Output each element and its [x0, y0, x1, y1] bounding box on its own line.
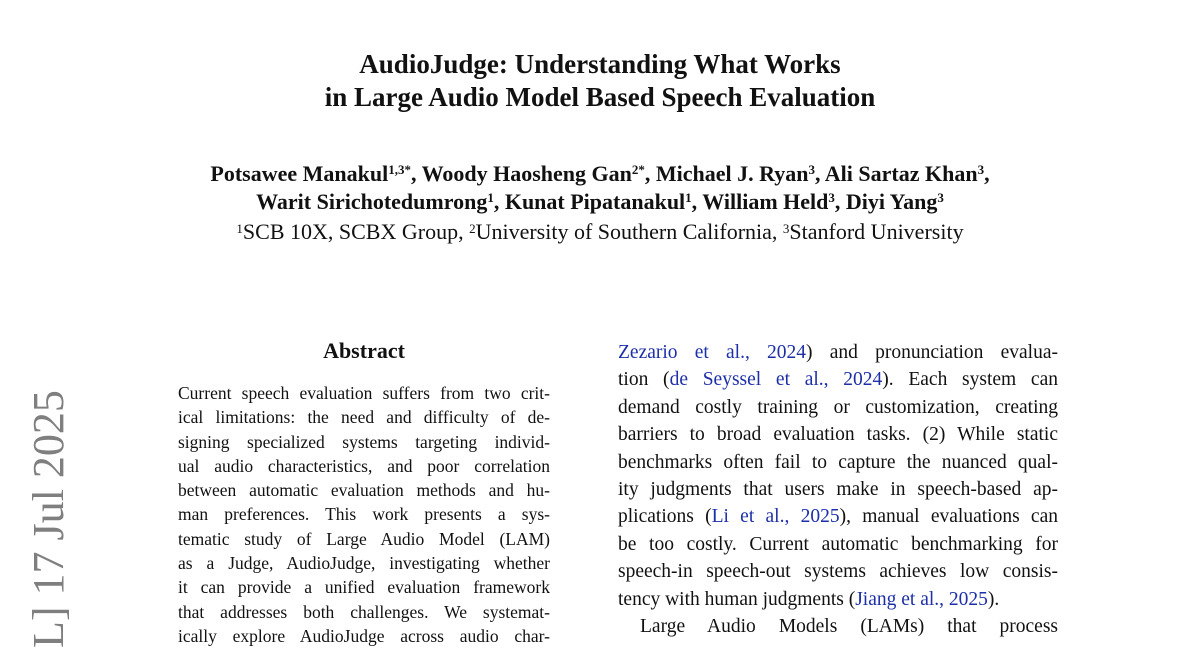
body-text: plications ( [618, 506, 712, 528]
abstract-line: tematic study of Large Audio Model (LAM) [178, 528, 550, 549]
affil-name: SCB 10X, SCBX Group [242, 219, 459, 244]
author-list [0, 160, 1200, 216]
affil-sup: 3 [782, 221, 790, 236]
body-text: ). Each system can [882, 369, 1058, 391]
body-line: Large Audio Models (LAMs) that process [640, 615, 1058, 637]
abstract-line: Current speech evaluation suffers from two crit- [178, 383, 550, 403]
abstract-line: signing specialized systems targeting individ- [178, 431, 550, 452]
body-line: benchmarks often fail to capture the nuanced qual- [618, 451, 1058, 473]
author-affil-sup: 1 [685, 190, 692, 205]
body-text: tency with human judgments ( [618, 588, 856, 610]
citation-link[interactable]: 2024 [767, 342, 807, 363]
author-name: Woody Haosheng Gan [421, 161, 632, 186]
abstract-body [178, 381, 550, 648]
citation-link[interactable]: 2024 [843, 369, 883, 391]
body-line: ity judgments that users make in speech-based ap- [618, 478, 1058, 500]
citation-link[interactable]: de Seyssel et al., [669, 369, 829, 391]
affil-name: Stanford University [789, 219, 964, 244]
author-line-2: Warit Sirichotedumrong$^1$, Kunat Pipatanakul$^1$, William Held$^3$, Diyi Yang$^3$ [256, 189, 944, 214]
body-line [618, 503, 1058, 530]
paper-title-line-1: AudioJudge: Understanding What Works [359, 49, 841, 79]
body-line: demand costly training or customization, creating [618, 396, 1058, 418]
citation-link[interactable]: Jiang et al., 2025 [855, 588, 988, 610]
abstract-line: between automatic evaluation methods and hu- [178, 480, 550, 501]
body-line: be too costly. Current automatic benchmarking for [618, 533, 1058, 555]
body-line [618, 366, 1058, 393]
body-text-right-column [618, 339, 1058, 640]
author-name: Ali Sartaz Khan [824, 161, 978, 186]
body-text: ), manual evaluations can [839, 506, 1058, 528]
paper-title-line-2: in Large Audio Model Based Speech Evaluation [324, 82, 876, 112]
author-affil-sup: 2* [631, 162, 645, 177]
abstract-line: that addresses both challenges. We systemat- [178, 601, 550, 622]
citation-link[interactable]: Zezario et al., [618, 342, 750, 363]
body-text: ). [987, 588, 1000, 610]
author-name: Michael J. Ryan [655, 161, 809, 186]
affil-name: University of Southern California [475, 219, 772, 244]
affiliations: $^1$SCB 10X, SCBX Group, $^2$University of Southern California, $^3$Stanford University [236, 219, 964, 244]
author-name: William Held [702, 189, 829, 214]
author-affil-sup: 3 [828, 190, 835, 205]
abstract-heading: Abstract [323, 338, 405, 363]
arxiv-margin-stamp: L] 17 Jul 2025 [24, 390, 73, 648]
author-name: Potsawee Manakul [210, 161, 389, 186]
body-text: ) and pronunciation evalua- [806, 342, 1058, 363]
author-name: Warit Sirichotedumrong [256, 189, 488, 214]
author-affil-sup: 1 [487, 190, 494, 205]
body-text: tion ( [618, 369, 670, 391]
abstract-line: as a Judge, AudioJudge, investigating whether [178, 553, 550, 574]
body-line: barriers to broad evaluation tasks. (2) While static [618, 424, 1058, 446]
abstract-line: it can provide a unified evaluation framework [178, 577, 550, 598]
abstract-line: ically explore AudioJudge across audio char- [178, 625, 550, 646]
affil-sup: 1 [236, 221, 243, 236]
abstract-line: ual audio characteristics, and poor correlation [178, 455, 550, 476]
author-affil-sup: 3 [937, 190, 944, 205]
body-line [618, 339, 1058, 366]
author-affil-sup: 3 [977, 162, 985, 177]
author-name: Diyi Yang [845, 189, 938, 214]
citation-link[interactable]: Li et al., 2025 [711, 506, 840, 528]
author-affil-sup: 1,3* [388, 162, 411, 177]
body-line [618, 586, 1058, 613]
abstract-line: man preferences. This work presents a sys- [178, 504, 550, 525]
author-line-1: Potsawee Manakul$^{1,3*}$, Woody Haosheng Gan$^{2*}$, Michael J. Ryan$^3$, Ali Sartaz Khan$^3$, [210, 161, 990, 186]
paper-title [0, 48, 1200, 114]
author-affil-sup: 3 [808, 162, 815, 177]
abstract-line: ical limitations: the need and difficulty of de- [178, 407, 550, 428]
affil-sup: 2 [469, 221, 476, 236]
author-name: Kunat Pipatanakul [504, 189, 686, 214]
body-line: speech-in speech-out systems achieves low consis- [618, 561, 1058, 583]
